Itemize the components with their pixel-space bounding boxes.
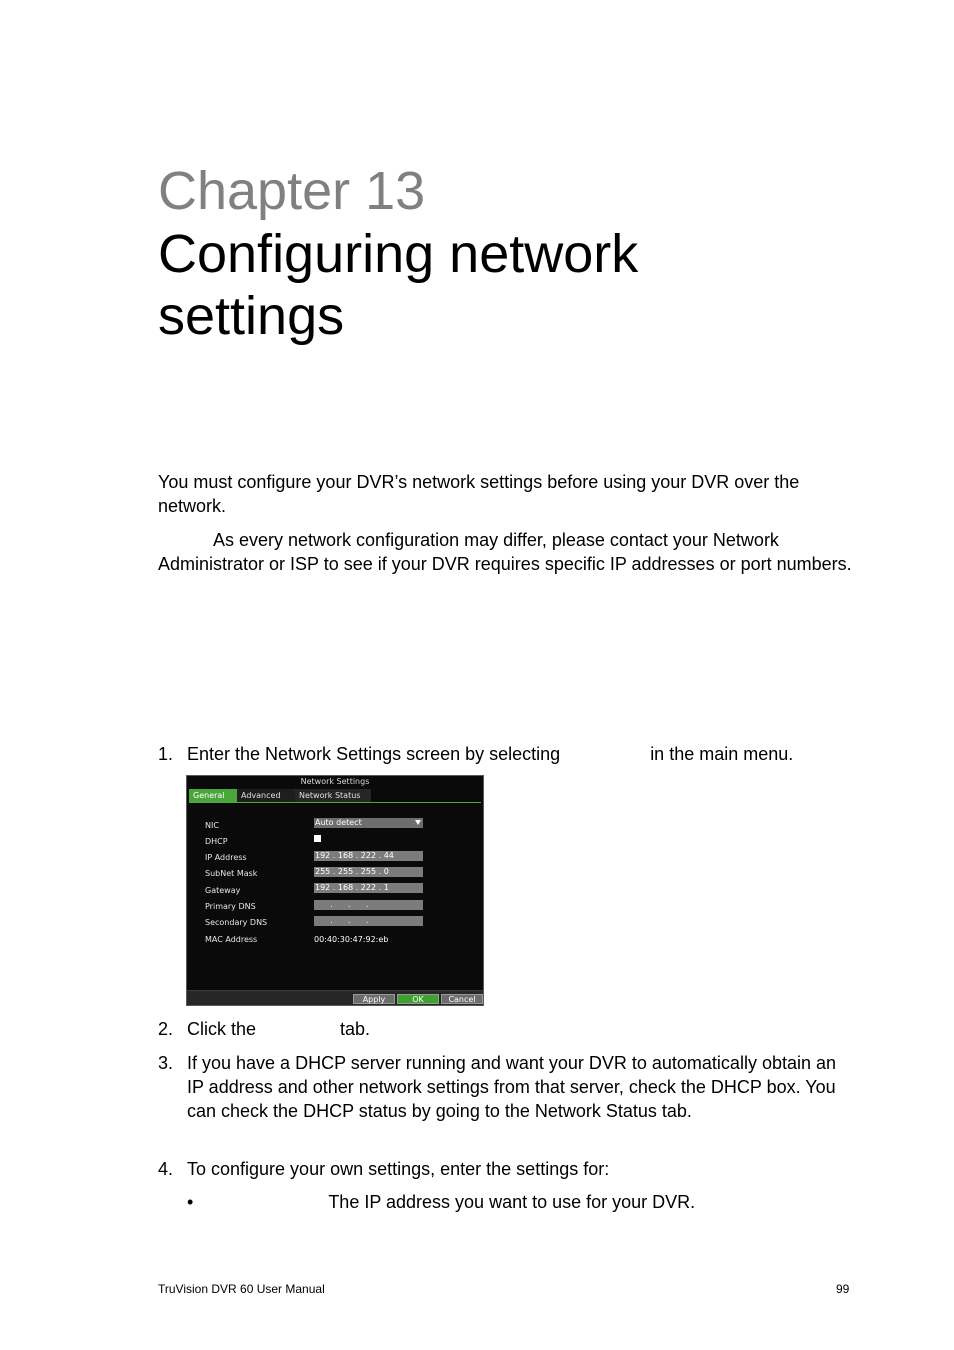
- chapter-label: Chapter 13: [158, 161, 426, 221]
- step-3: [158, 1051, 848, 1147]
- chapter-title: Configuring network settings: [158, 224, 639, 346]
- ok-button[interactable]: OK: [397, 994, 439, 1004]
- nic-label: NIC: [205, 821, 219, 830]
- step-1: [158, 742, 848, 766]
- step-text: To configure your own settings, enter the settings for:: [187, 1159, 610, 1179]
- bullet-symbol: •: [187, 1192, 194, 1212]
- note-paragraph: As every network configuration may differ, please contact your Network Administrator or ISP to see if your DVR requires specific IP addresses or port numbers.: [158, 530, 852, 574]
- ip-address-label: IP Address: [205, 853, 247, 862]
- subnet-mask-label: SubNet Mask: [205, 869, 258, 878]
- cancel-button[interactable]: Cancel: [441, 994, 483, 1004]
- dhcp-label: DHCP: [205, 837, 228, 846]
- tab-advanced[interactable]: Advanced: [237, 789, 295, 802]
- step-number: 1.: [158, 744, 174, 764]
- subnet-mask-field[interactable]: 255 . 255 . 255 . 0: [314, 867, 423, 877]
- step-4: [158, 1157, 848, 1181]
- step-text: If you have a DHCP server running and want your DVR to automatically obtain an IP address and other network settings from that server, check the DHCP box. You can check the DHCP status by going to the Network Status tab.: [187, 1053, 837, 1121]
- primary-dns-label: Primary DNS: [205, 902, 256, 911]
- mac-address-label: MAC Address: [205, 935, 258, 944]
- button-bar: [187, 990, 483, 1005]
- step-2: [158, 1017, 848, 1041]
- ip-address-field[interactable]: 192 . 168 . 222 . 44: [314, 851, 423, 861]
- nic-select[interactable]: [314, 818, 423, 828]
- dhcp-checkbox[interactable]: [314, 835, 321, 842]
- step-number: 2.: [158, 1019, 174, 1039]
- gateway-field[interactable]: 192 . 168 . 222 . 1: [314, 883, 423, 893]
- nic-value: Auto detect: [315, 818, 362, 827]
- mac-address-value: 00:40:30:47:92:eb: [314, 935, 389, 944]
- screenshot-title: Network Settings: [300, 777, 370, 786]
- network-settings-screenshot: [186, 775, 484, 1006]
- step-text: Enter the Network Settings screen by selecting: [187, 744, 561, 764]
- dropdown-arrow-icon: [415, 820, 421, 825]
- bullet-text: The IP address you want to use for your DVR.: [328, 1192, 696, 1212]
- step-text: Click the: [187, 1019, 257, 1039]
- gateway-label: Gateway: [205, 886, 241, 895]
- bullet-item: [187, 1190, 695, 1214]
- primary-dns-field[interactable]: . . .: [314, 900, 423, 910]
- tab-general[interactable]: General: [189, 789, 237, 802]
- intro-paragraph: You must configure your DVR’s network settings before using your DVR over the network.: [158, 472, 800, 516]
- step-number: 4.: [158, 1159, 174, 1179]
- step-number: 3.: [158, 1053, 174, 1073]
- secondary-dns-field[interactable]: . . .: [314, 916, 423, 926]
- apply-button[interactable]: Apply: [353, 994, 395, 1004]
- footer-manual-title: TruVision DVR 60 User Manual: [158, 1282, 325, 1296]
- tab-network-status[interactable]: Network Status: [295, 789, 371, 802]
- secondary-dns-label: Secondary DNS: [205, 918, 268, 927]
- tab-bar: [189, 789, 481, 803]
- page-number: 99: [836, 1282, 850, 1296]
- step-text: in the main menu.: [650, 744, 794, 764]
- step-text: tab.: [340, 1019, 371, 1039]
